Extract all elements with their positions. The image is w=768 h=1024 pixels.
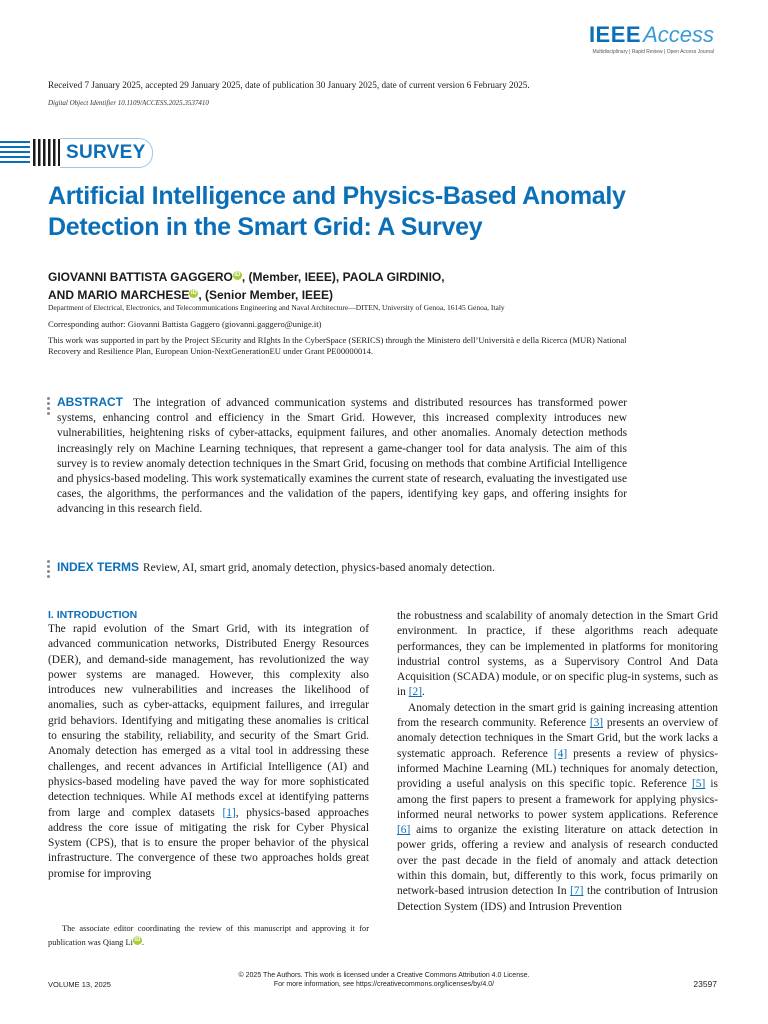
logo-access: Access: [643, 22, 714, 47]
intro-text: Anomaly detection in the smart grid is gaining increasing attention from the research community. Reference: [397, 701, 718, 730]
intro-paragraph-1-cont: [397, 609, 718, 701]
abstract-heading: ABSTRACT: [57, 395, 123, 409]
article-type-badge: [0, 138, 154, 168]
intro-text: presents a review of physics-informed Machine Learning (ML) techniques for anomaly detection, providing a useful analysis on this specific topic. Reference: [397, 747, 718, 791]
funding-note: This work was supported in part by the Project SEcurity and RIghts In the CyberSpace (SERICS) through the Ministero dell’Università e della Ricerca (MUR) National Recovery and Resilience Plan, European Union-NextGenerationEU under Grant PE00000014.: [48, 335, 627, 357]
survey-label: SURVEY: [66, 142, 146, 163]
corresponding-author: Corresponding author: Giovanni Battista Gaggero (giovanni.gaggero@unige.it): [48, 319, 322, 329]
orcid-icon[interactable]: iD: [190, 290, 197, 296]
abstract-dots-icon: [47, 397, 50, 417]
doi: Digital Object Identifier 10.1109/ACCESS.2025.3537410: [48, 99, 209, 107]
reference-link[interactable]: [4]: [553, 747, 568, 760]
section-heading: I. INTRODUCTION: [48, 609, 138, 621]
license-notice: [0, 971, 768, 989]
intro-text: is among the first papers to present a framework for applying physics-informed neural networks to power system applications. Reference: [397, 778, 718, 821]
affiliation: Department of Electrical, Electronics, and Telecommunications Engineering and Naval Architecture—DITEN, University of Genoa, 16145 Genoa, Italy: [48, 303, 505, 312]
survey-label-box: [60, 138, 153, 168]
intro-text: .: [422, 686, 425, 699]
author-marchese-role: , (Senior Member, IEEE): [198, 288, 334, 302]
orcid-icon[interactable]: iD: [134, 937, 141, 944]
abstract-text: The integration of advanced communication systems and distributed resources has transformed power systems, enhancing control and efficiency in the Smart Grid. However, this increased complexity introduces new vulnerabilities, heightening risks of cyber-attacks, equipment failures, and other anomalies. Anomaly detection methods increasingly rely on Machine Learning techniques, that represent a game-changer tool for data analysis. The aim of this survey is to review anomaly detection techniques in the Smart Grid, focusing on methods that combine Artificial Intelligence and physics-based modeling. This work systematically examines the current state of research, evaluating the investigated use cases, the algorithms, the performances and the validation of the papers, identifying key gaps, and offering insights for advancing in this research field.: [57, 397, 628, 516]
author-marchese: AND MARIO MARCHESE: [48, 288, 190, 302]
intro-paragraph-2: [397, 701, 718, 915]
reference-link[interactable]: [2]: [408, 686, 423, 699]
reference-link[interactable]: [1]: [222, 806, 236, 819]
intro-text: aims to organize the existing literature on attack detection in power grids, offering a review and analysis of research conducted over the past decade in the field of anomaly and attack detection within this domain, but, differently to this work, focus primarily on network-based intrusion detection In: [397, 824, 718, 898]
left-column: [48, 609, 369, 882]
index-terms-text: Review, AI, smart grid, anomaly detection, physics-based anomaly detection.: [143, 562, 495, 574]
index-terms-heading: INDEX TERMS: [57, 560, 140, 574]
article-title: Artificial Intelligence and Physics-Based Anomaly Detection in the Smart Grid: A Survey: [48, 182, 626, 241]
survey-stripes-icon: [0, 138, 62, 168]
license-line-2[interactable]: For more information, see https://creativecommons.org/licenses/by/4.0/: [273, 981, 495, 988]
author-gaggero-role: , (Member, IEEE), PAOLA GIRDINIO,: [241, 270, 445, 284]
intro-text: , physics-based approaches address the core issue of mitigating the risk for Cyber Physical System (CPS), that is to ensure the proper behavior of the physical infrastructure. The convergence of these two approaches holds great promise for improving: [48, 806, 369, 880]
orcid-icon[interactable]: iD: [234, 272, 241, 278]
index-terms: [57, 560, 637, 574]
reference-link[interactable]: [5]: [691, 778, 706, 791]
logo-tagline: Multidisciplinary | Rapid Review | Open Access Journal: [592, 49, 714, 55]
intro-text: The rapid evolution of the Smart Grid, with its integration of advanced communication networks, Distributed Energy Resources (DER), and demand-side management, has revolutionized the way power systems are managed. However, this complexity also introduces new vulnerabilities and increases the likelihood of anomalies, such as cyber-attacks, equipment failures, and irregular grid behaviors. Identifying and mitigating these anomalies is critical to ensuring the stability, reliability, and security of the Smart Grid. Anomaly detection has emerged as a vital tool in addressing these challenges, and recent advances in Artificial Intelligence (AI) and physics-based modeling have paved the way for more sophisticated detection techniques. While AI methods excel at identifying patterns from large and complex datasets: [48, 623, 369, 819]
intro-text: presents an overview of anomaly detection techniques in the Smart Grid, but the work lacks a systematic approach. Reference: [397, 717, 718, 760]
index-terms-dots-icon: [47, 560, 50, 580]
authors: [48, 268, 608, 304]
page-number: 23597: [693, 979, 717, 989]
reference-link[interactable]: [3]: [589, 717, 604, 730]
logo-ieee: IEEE: [588, 22, 642, 47]
volume-info: VOLUME 13, 2025: [48, 980, 111, 989]
intro-text: the robustness and scalability of anomaly detection in the Smart Grid environment. In practice, if these algorithms reach adequate performances, they can be implemented in platforms for monitoring industrial control systems, as a Supervisory Control And Data Acquisition (SCADA) module, or on specific plug-in systems, such as in: [397, 610, 718, 699]
intro-paragraph-1: [48, 622, 369, 882]
reference-link[interactable]: [6]: [397, 824, 411, 837]
footnote-text: The associate editor coordinating the review of this manuscript and approving it for publication was Qiang Li: [48, 924, 369, 947]
right-column: [397, 609, 718, 915]
journal-logo: [589, 22, 714, 55]
publication-dates: Received 7 January 2025, accepted 29 January 2025, date of publication 30 January 2025, date of current version 6 February 2025.: [48, 80, 530, 90]
license-line-1: © 2025 The Authors. This work is licensed under a Creative Commons Attribution 4.0 License.: [238, 972, 530, 979]
reference-link[interactable]: [7]: [570, 885, 584, 898]
author-gaggero: GIOVANNI BATTISTA GAGGERO: [48, 270, 233, 284]
abstract: [57, 395, 627, 518]
editor-footnote: The associate editor coordinating the review of this manuscript and approving it for publication was Qiang Li iD .: [48, 924, 369, 947]
intro-text: the contribution of Intrusion Detection System (IDS) and Intrusion Prevention: [397, 885, 718, 913]
